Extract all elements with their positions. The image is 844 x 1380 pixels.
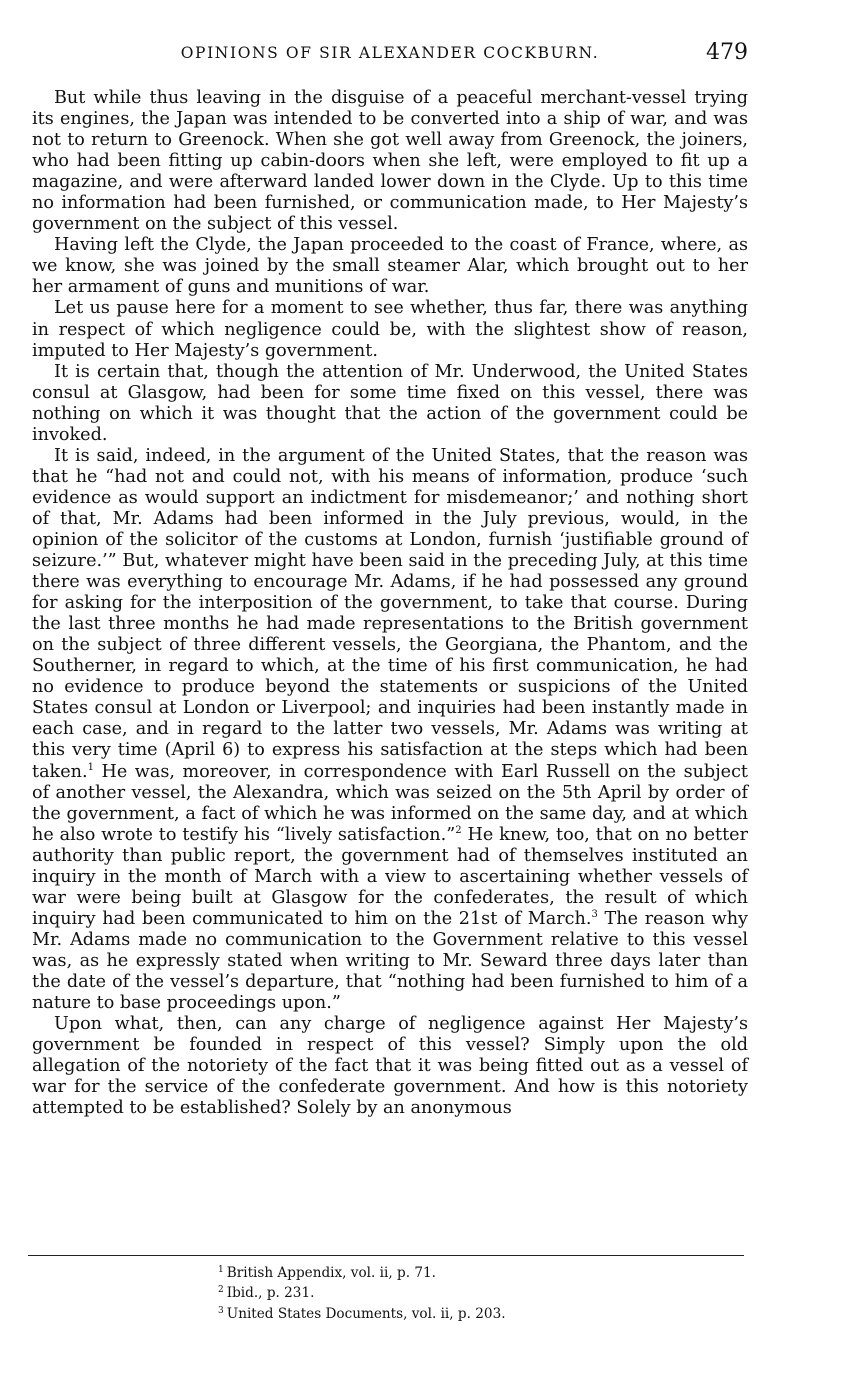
paragraph [32, 1014, 748, 1119]
page-header [32, 40, 748, 72]
footnote-text: Ibid., p. 231. [226, 1285, 315, 1302]
footnote [218, 1303, 506, 1323]
paragraph-text: But while thus leaving in the disguise of a peaceful merchant-vessel trying its engines, the Japan was intended to be converted into a ship of war, and was not to return to Greenock. When she got well away from Greenock, the joiners, who had been fitting up cabin-doors when she left, were employed to fit up a magazine, and were afterward landed lower down in the Clyde. Up to this time no information had been furnished, or communication made, to Her Majesty’s government on the subject of this vessel. [32, 88, 748, 235]
paragraph [32, 362, 748, 446]
paragraph [32, 446, 748, 1014]
footnote-mark: 1 [218, 1265, 224, 1275]
footnote [218, 1282, 506, 1302]
footnote-mark: 3 [218, 1305, 224, 1316]
paragraph-text: It is certain that, though the attention of Mr. Underwood, the United States consul at Glasgow, had been for some time fixed on this vessel, there was nothing on which it was thought that the action of the government could be invoked. [32, 361, 748, 445]
footnote-divider [28, 1255, 744, 1256]
paragraph-text: He knew, too, that on no better authority than public report, the government had of themselves instituted an inquiry in the month of March with a view to ascertaining whether vessels of war were being built at Glasgow for the confederates, the result of which inquiry had been communicated to him on the 21st of March. [32, 824, 748, 929]
paragraph [32, 88, 748, 235]
footnote-text: United States Documents, vol. ii, p. 203. [226, 1305, 506, 1322]
footnote-reference: 1 [87, 761, 94, 773]
footnote-text: British Appendix, vol. ii, p. 71. [226, 1265, 436, 1281]
footnote-reference: 3 [591, 908, 598, 920]
paragraph [32, 298, 748, 361]
footnote-mark: 2 [218, 1285, 224, 1296]
paragraph [32, 235, 748, 298]
footnote [218, 1262, 506, 1282]
page-number: 479 [706, 40, 748, 65]
paragraph-text: He was, moreover, in correspondence with Earl Russell on the subject of another vessel, the Alexandra, which was seized on the 5th April by order of the government, a fact of which he was informed on the same day, and at which he also wrote to testify his “lively satisfaction.” [32, 761, 748, 845]
running-head: OPINIONS OF SIR ALEXANDER COCKBURN. [180, 44, 600, 62]
paragraph-text: Upon what, then, can any charge of negligence against Her Majesty’s government be founded in respect of this vessel? Simply upon the old allegation of the notoriety of the fact that it was being fitted out as a vessel of war for the service of the confederate government. And how is this notoriety attempted to be established? Solely by an anonymous [32, 1014, 748, 1119]
paragraph-text: It is said, indeed, in the argument of the United States, that the reason was that he “had not and could not, with his means of information, produce ‘such evidence as would support an indictment for misdemeanor;’ and nothing short of that, Mr. Adams had been informed in the July previous, would, in the opinion of the solicitor of the customs at London, furnish ‘justifiable ground of seizure.’” But, whatever might have been said in the preceding July, at this time there was everything to encourage Mr. Adams, if he had possessed any ground for asking for the interposition of the government, to take that course. During the last three months he had made representations to the British government on the subject of three different vessels, the Georgiana, the Phantom, and the Southerner, in regard to which, at the time of his first communication, he had no evidence to produce beyond the statements or suspicions of the United States consul at London or Liverpool; and inquiries had been instantly made in each case, and in regard to the latter two vessels, Mr. Adams was writing at this very time (April 6) to express his satisfaction at the steps which had been taken. [32, 445, 748, 782]
paragraph-text: Let us pause here for a moment to see whether, thus far, there was anything in respect of which negligence could be, with the slightest show of reason, imputed to Her Majesty’s government. [32, 298, 748, 361]
paragraph-text: Having left the Clyde, the Japan proceeded to the coast of France, where, as we know, she was joined by the small steamer Alar, which brought out to her her armament of guns and munitions of war. [32, 235, 748, 298]
body-text [32, 88, 748, 1119]
paragraph-text: The reason why Mr. Adams made no communication to the Government relative to this vessel was, as he expressly stated when writing to Mr. Seward three days later than the date of the vessel’s departure, that “nothing had been furnished to him of a nature to base proceedings upon.” [32, 908, 748, 1014]
footnotes [218, 1262, 506, 1323]
footnote-reference: 2 [455, 824, 462, 836]
